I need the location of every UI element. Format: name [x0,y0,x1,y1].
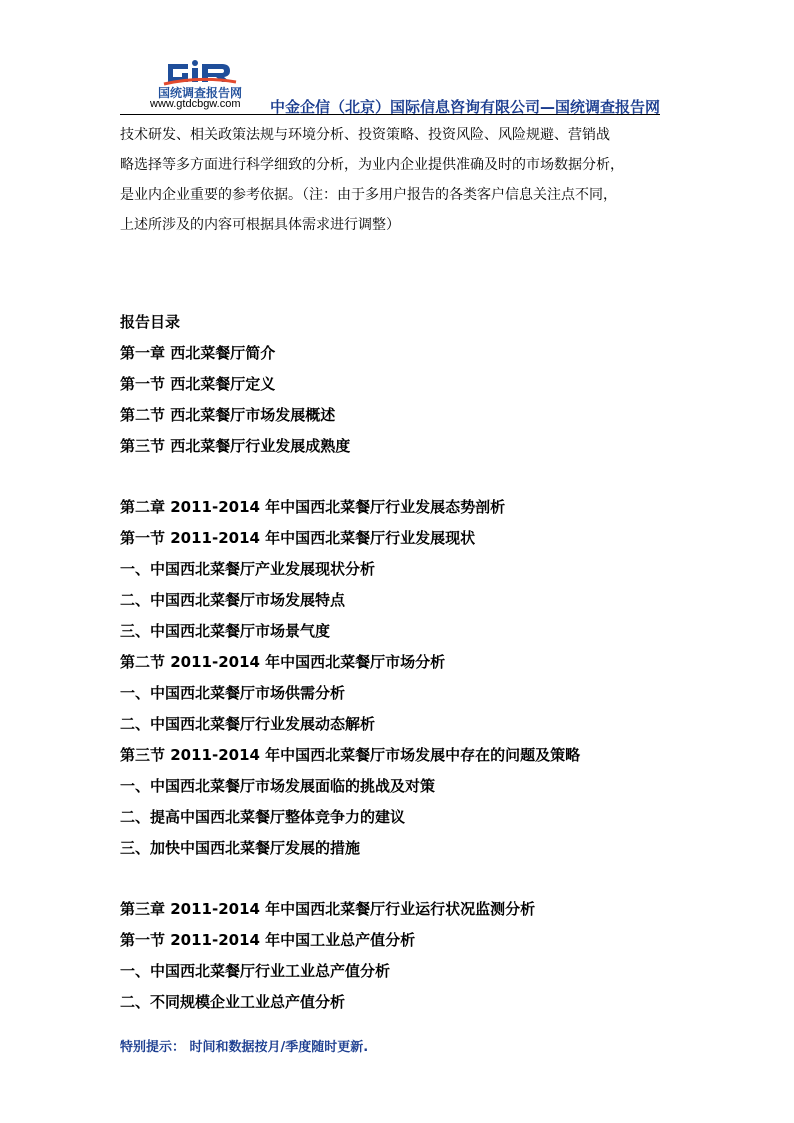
page-header [120,58,660,118]
toc-heading: 报告目录 [120,313,181,331]
toc-spacer [120,462,720,492]
toc-entry: 第三节 2011-2014 年中国西北菜餐厅市场发展中存在的问题及策略 [120,746,581,764]
intro-line: 上述所涉及的内容可根据具体需求进行调整） [120,217,400,233]
intro-line: 是业内企业重要的参考依据。（注：由于多用户报告的各类客户信息关注点不同， [120,187,617,203]
toc-entry: 二、中国西北菜餐厅行业发展动态解析 [120,715,376,733]
toc-entry: 一、中国西北菜餐厅行业工业总产值分析 [120,962,391,980]
table-of-contents [120,307,720,1018]
toc-entry: 第三章 2011-2014 年中国西北菜餐厅行业运行状况监测分析 [120,900,536,918]
toc-entry: 二、提高中国西北菜餐厅整体竞争力的建议 [120,808,406,826]
header-rule [120,114,660,115]
toc-entry: 三、中国西北菜餐厅市场景气度 [120,622,331,640]
toc-entry: 一、中国西北菜餐厅产业发展现状分析 [120,560,376,578]
toc-entry: 第一节 2011-2014 年中国西北菜餐厅行业发展现状 [120,529,476,547]
toc-entry: 第二节 2011-2014 年中国西北菜餐厅市场分析 [120,653,446,671]
logo-url: www.gtdcbgw.com [150,98,241,110]
toc-spacer [120,864,720,894]
logo-text: 国统调查报告网 [158,86,243,100]
toc-entry: 第三节 西北菜餐厅行业发展成熟度 [120,437,351,455]
toc-entry: 第一章 西北菜餐厅简介 [120,344,276,362]
toc-entry: 一、中国西北菜餐厅市场发展面临的挑战及对策 [120,777,436,795]
intro-line: 技术研发、相关政策法规与环境分析、投资策略、投资风险、风险规避、营销战 [120,127,610,143]
company-name: 中金企信（北京）国际信息咨询有限公司—国统调查报告网 [269,98,660,116]
toc-entry: 二、中国西北菜餐厅市场发展特点 [120,591,346,609]
update-notice: 特别提示： 时间和数据按月/季度随时更新. [120,1040,369,1055]
toc-entry: 第二章 2011-2014 年中国西北菜餐厅行业发展态势剖析 [120,498,506,516]
toc-entry: 三、加快中国西北菜餐厅发展的措施 [120,839,361,857]
toc-entry: 二、不同规模企业工业总产值分析 [120,993,346,1011]
toc-entry: 第一节 西北菜餐厅定义 [120,375,276,393]
toc-entry: 一、中国西北菜餐厅市场供需分析 [120,684,346,702]
toc-entry: 第二节 西北菜餐厅市场发展概述 [120,406,336,424]
intro-paragraph [120,120,680,240]
toc-entry: 第一节 2011-2014 年中国工业总产值分析 [120,931,416,949]
intro-line: 略选择等多方面进行科学细致的分析，为业内企业提供准确及时的市场数据分析， [120,157,624,173]
